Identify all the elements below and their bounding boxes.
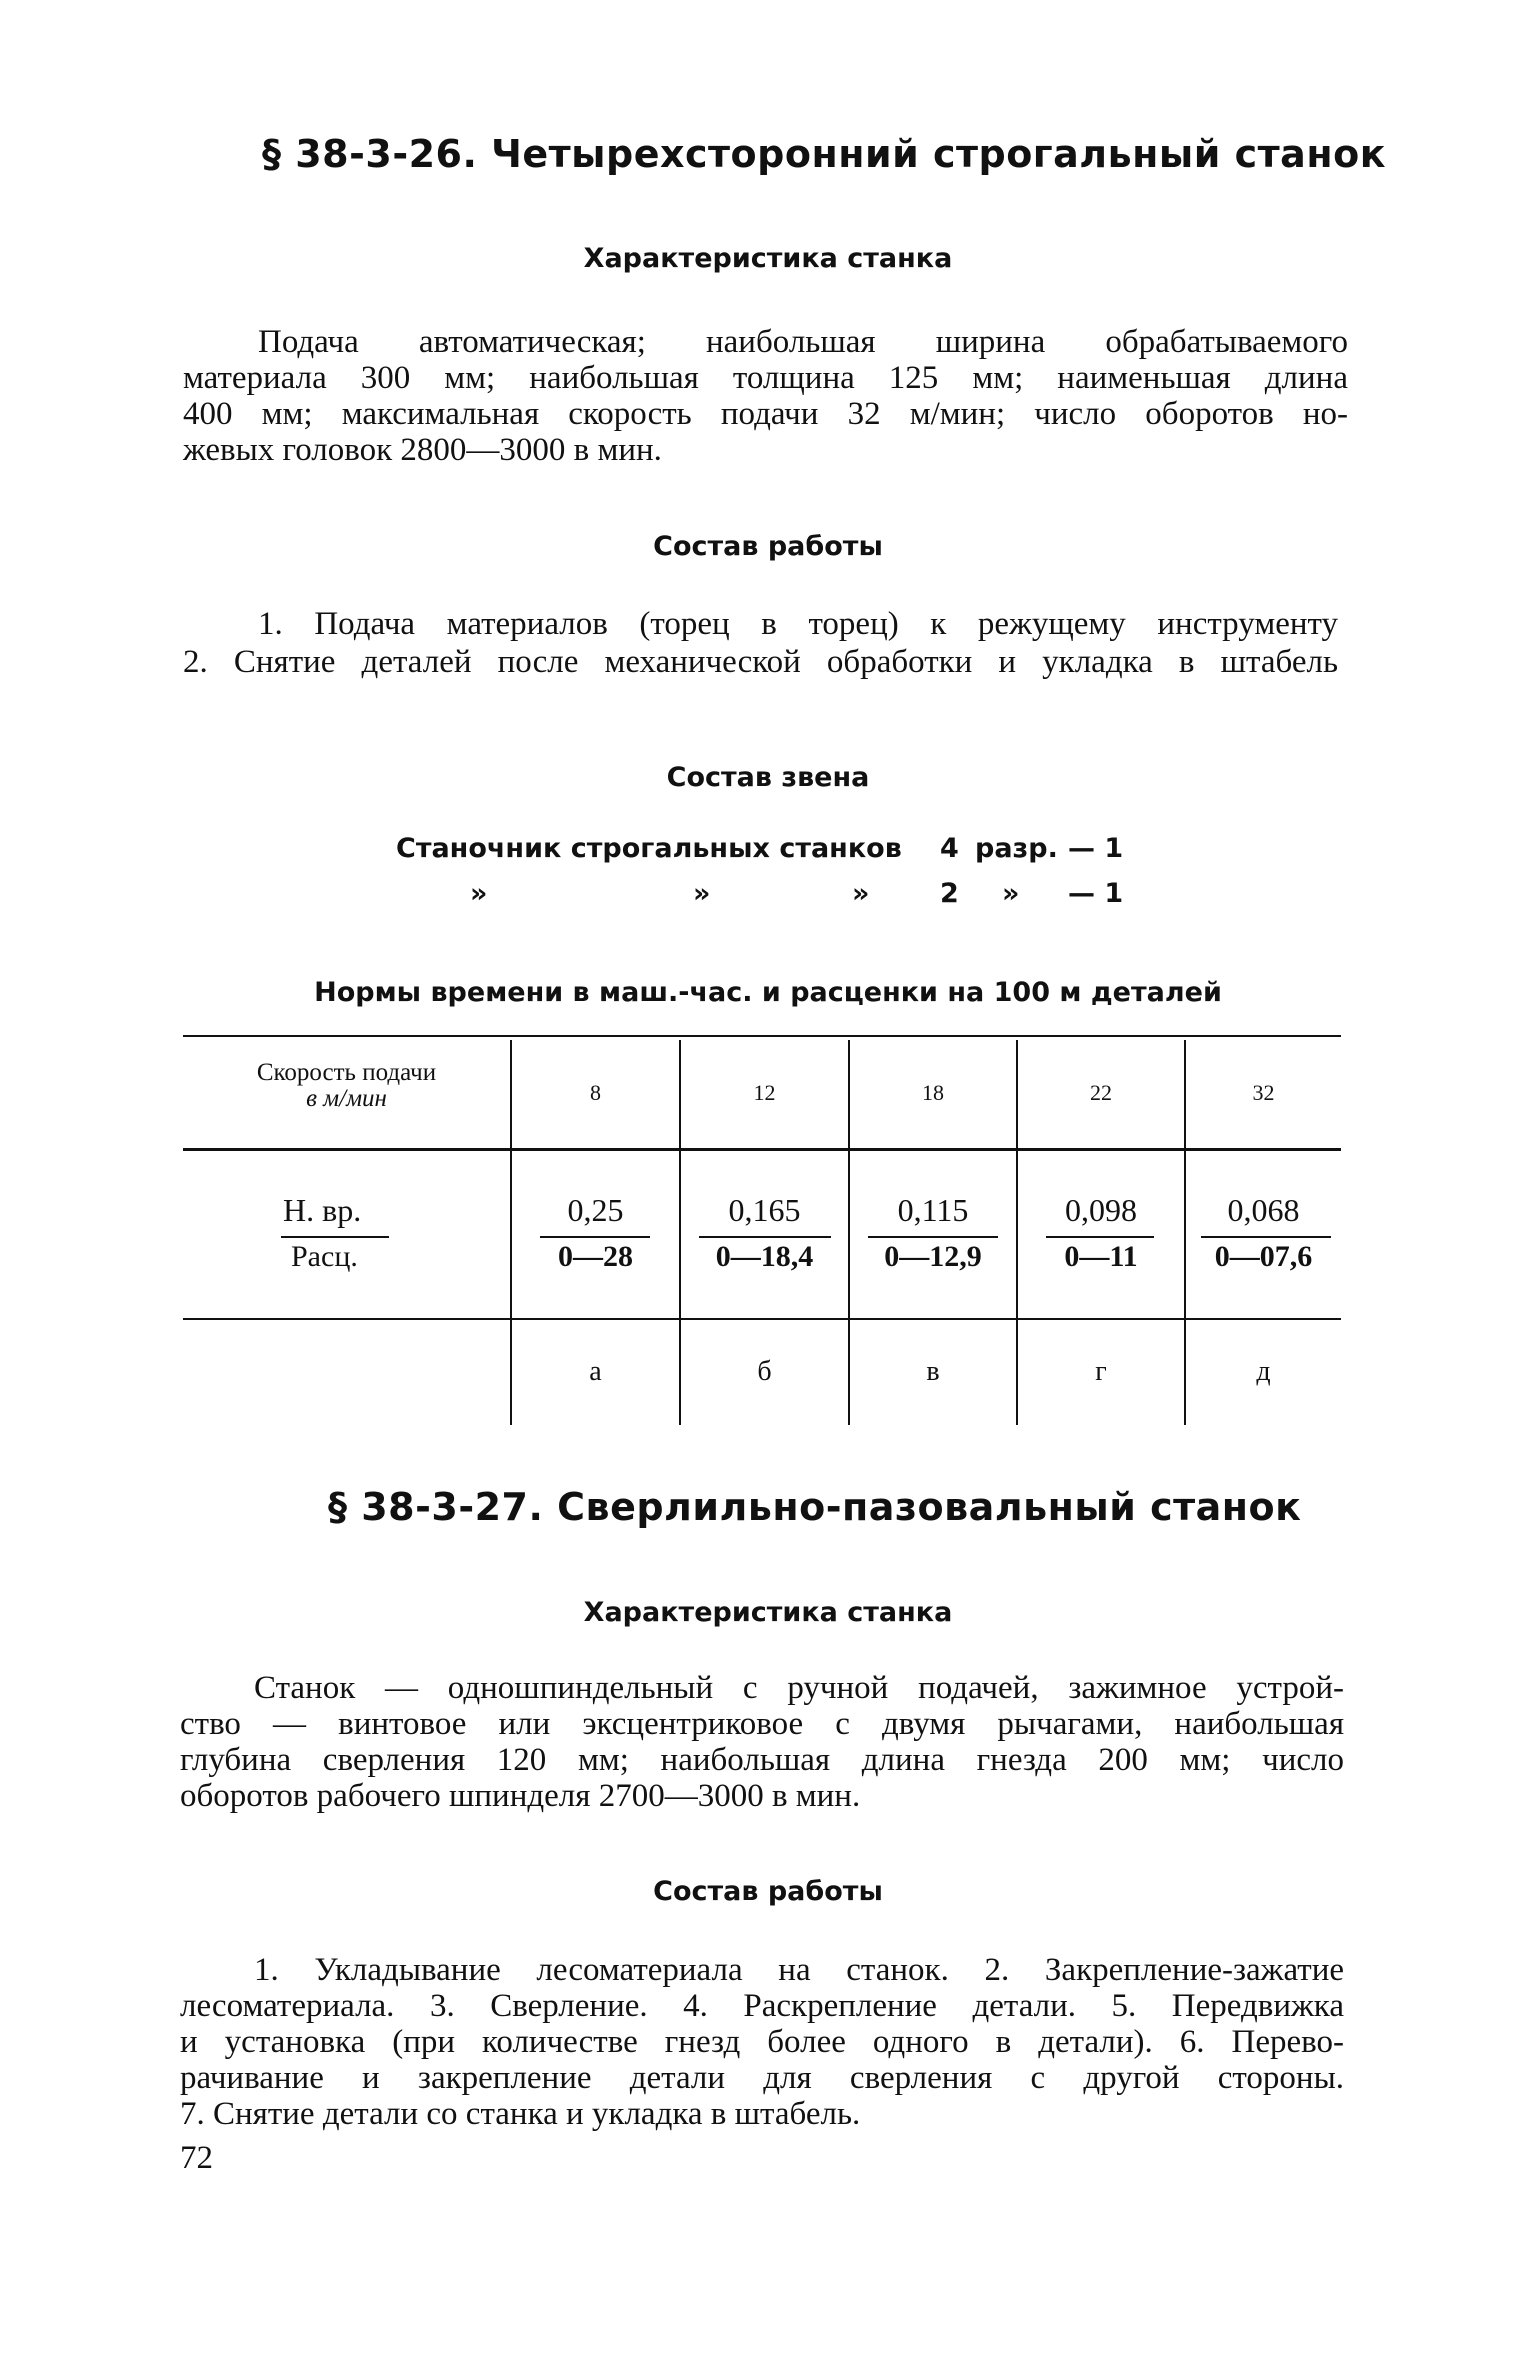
work-composition-heading: Состав работы <box>653 1876 883 1907</box>
crew-unit: разр. <box>975 833 1058 864</box>
machine-characteristics-heading: Характеристика станка <box>583 243 953 274</box>
row-label-bar <box>281 1236 389 1238</box>
text-line: оборотов рабочего шпинделя 2700—3000 в мин. <box>180 1778 861 1814</box>
fraction-bar <box>1046 1236 1154 1238</box>
list-item: и установка (при количестве гнезд более одного в детали). 6. Перево- <box>180 2024 1344 2060</box>
machine-characteristics-heading: Характеристика станка <box>583 1597 953 1628</box>
column-letter: г <box>1095 1356 1107 1387</box>
crew-title: Станочник строгальных станков <box>396 833 902 864</box>
section-heading-38-3-27: § 38-3-27. Сверлильно-пазовальный станок <box>328 1485 1302 1529</box>
text-line: материала 300 мм; наибольшая толщина 125 мм; наименьшая длина <box>183 360 1348 396</box>
rate-value: 0—28 <box>558 1240 633 1273</box>
crew-grade: 2 <box>940 878 959 909</box>
list-item: рачивание и закрепление детали для сверления с другой стороны. <box>180 2060 1344 2096</box>
header-label-line: Скорость подачи <box>256 1059 437 1086</box>
norm-value: 0,165 <box>728 1192 801 1228</box>
table-body-rule <box>183 1318 1341 1320</box>
column-letter: а <box>589 1356 602 1387</box>
list-item: 2. Снятие деталей после механической обработки и укладка в штабель <box>183 644 1338 680</box>
norms-table-title: Нормы времени в маш.-час. и расценки на 100 м деталей <box>314 977 1222 1008</box>
page-number: 72 <box>180 2140 213 2176</box>
crew-unit: » <box>1002 878 1020 909</box>
norm-value: 0,098 <box>1065 1192 1137 1228</box>
ditto-mark: » <box>470 878 488 909</box>
row-label-rate: Расц. <box>291 1240 358 1273</box>
rate-value: 0—12,9 <box>884 1240 982 1273</box>
fraction-bar <box>1201 1236 1331 1238</box>
text-line: ство — винтовое или эксцентриковое с двумя рычагами, наибольшая <box>180 1706 1344 1742</box>
column-letter: б <box>757 1356 772 1387</box>
table-header-rule <box>183 1148 1341 1151</box>
text-line: глубина сверления 120 мм; наибольшая длина гнезда 200 мм; число <box>180 1742 1344 1778</box>
list-item: 1. Подача материалов (торец в торец) к режущему инструменту <box>258 606 1338 642</box>
crew-count: — 1 <box>1068 833 1124 864</box>
speed-header: 22 <box>1090 1080 1112 1105</box>
crew-count: — 1 <box>1068 878 1124 909</box>
text-line: Станок — одношпиндельный с ручной подачей, зажимное устрой- <box>254 1670 1344 1706</box>
column-letter: в <box>926 1356 940 1387</box>
speed-header: 8 <box>590 1080 601 1105</box>
ditto-mark: » <box>693 878 711 909</box>
fraction-bar <box>699 1236 831 1238</box>
rate-value: 0—18,4 <box>715 1240 814 1273</box>
list-item: 7. Снятие детали со станка и укладка в штабель. <box>180 2096 861 2132</box>
text-line: жевых головок 2800—3000 в мин. <box>183 432 662 468</box>
text-line: Подача автоматическая; наибольшая ширина обрабатываемого <box>258 324 1348 360</box>
ditto-mark: » <box>852 878 870 909</box>
row-label-norm: Н. вр. <box>283 1192 362 1228</box>
column-letter: д <box>1256 1356 1271 1387</box>
section-heading-38-3-26: § 38-3-26. Четырехсторонний строгальный станок <box>262 132 1386 176</box>
norm-value: 0,115 <box>897 1192 969 1228</box>
header-label-line: в м/мин <box>306 1085 387 1112</box>
list-item: лесоматериала. 3. Сверление. 4. Раскрепление детали. 5. Передвижка <box>180 1988 1344 2024</box>
rate-value: 0—11 <box>1064 1240 1138 1273</box>
norm-value: 0,25 <box>567 1192 624 1228</box>
crew-composition-heading: Состав звена <box>666 762 870 793</box>
norm-value: 0,068 <box>1227 1192 1300 1228</box>
header-label <box>183 1060 510 1112</box>
speed-header: 12 <box>753 1080 776 1105</box>
fraction-bar <box>868 1236 998 1238</box>
speed-header: 32 <box>1252 1080 1275 1105</box>
fraction-bar <box>540 1236 650 1238</box>
list-item: 1. Укладывание лесоматериала на станок. 2. Закрепление-зажатие <box>254 1952 1344 1988</box>
speed-header: 18 <box>922 1080 944 1105</box>
rate-value: 0—07,6 <box>1214 1240 1313 1273</box>
work-composition-heading: Состав работы <box>653 531 883 562</box>
text-line: 400 мм; максимальная скорость подачи 32 м/мин; число оборотов но- <box>183 396 1348 432</box>
crew-grade: 4 <box>940 833 959 864</box>
table-top-rule <box>183 1035 1341 1037</box>
